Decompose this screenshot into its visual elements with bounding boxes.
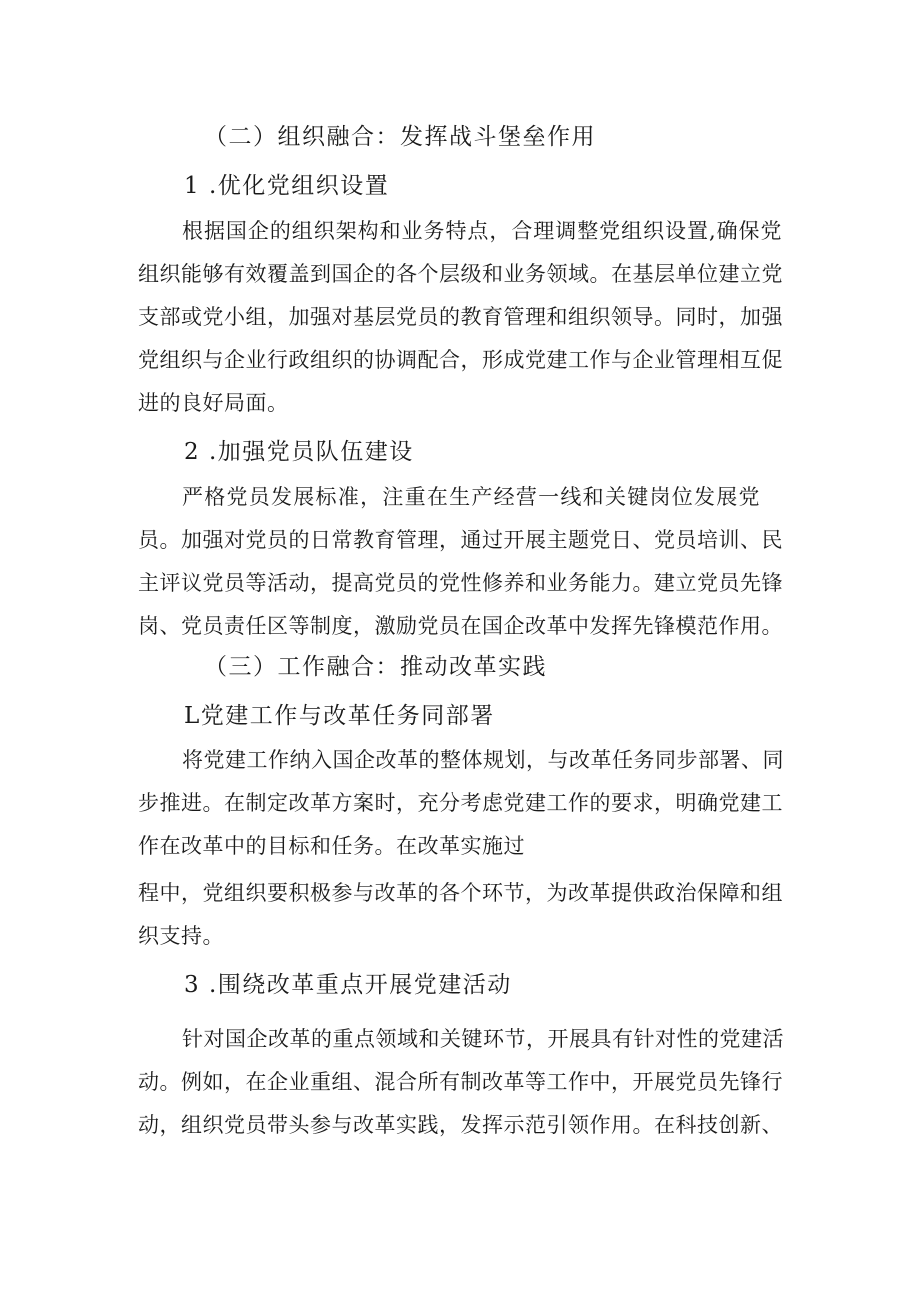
section-heading: （二）组织融合：发挥战斗堡垒作用 [204,124,596,150]
paragraph-line: 将党建工作纳入国企改革的整体规划，与改革任务同步部署、同 [182,748,784,772]
paragraph-line: 动，组织党员带头参与改革实践，发挥示范引领作用。在科技创新、 [138,1113,783,1137]
paragraph-line: 支部或党小组，加强对基层党员的教育管理和组织领导。同时，加强 [138,305,783,329]
paragraph-line: 严格党员发展标准，注重在生产经营一线和关键岗位发展党 [182,485,760,509]
paragraph-line: 党组织与企业行政组织的协调配合，形成党建工作与企业管理相互促 [138,348,783,372]
paragraph-line: 组织能够有效覆盖到国企的各个层级和业务领域。在基层单位建立党 [138,262,783,286]
paragraph-line: 主评议党员等活动，提高党员的党性修养和业务能力。建立党员先锋 [138,571,783,595]
subsection-heading: 2 .加强党员队伍建设 [184,439,414,465]
subsection-heading: 1 .优化党组织设置 [184,173,390,199]
paragraph-line: 进的良好局面。 [138,391,289,415]
subsection-heading: L党建工作与改革任务同部署 [184,703,495,729]
paragraph-line: 作在改革中的目标和任务。在改革实施过 [138,834,525,858]
paragraph-line: 根据国企的组织架构和业务特点，合理调整党组织设置,确保党 [182,219,782,243]
paragraph-line: 员。加强对党员的日常教育管理，通过开展主题党日、党员培训、民 [138,528,783,552]
paragraph-line: 织支持。 [138,924,224,948]
paragraph-line: 针对国企改革的重点领域和关键环节，开展具有针对性的党建活 [182,1027,784,1051]
paragraph-line: 程中，党组织要积极参与改革的各个环节，为改革提供政治保障和组 [138,881,783,905]
subsection-heading: 3 .围绕改革重点开展党建活动 [184,972,512,998]
paragraph-line: 动。例如，在企业重组、混合所有制改革等工作中，开展党员先锋行 [138,1070,783,1094]
paragraph-line: 步推进。在制定改革方案时，充分考虑党建工作的要求，明确党建工 [138,791,783,815]
section-heading: （三）工作融合：推动改革实践 [204,654,547,680]
paragraph-line: 岗、党员责任区等制度，激励党员在国企改革中发挥先锋模范作用。 [138,614,783,638]
